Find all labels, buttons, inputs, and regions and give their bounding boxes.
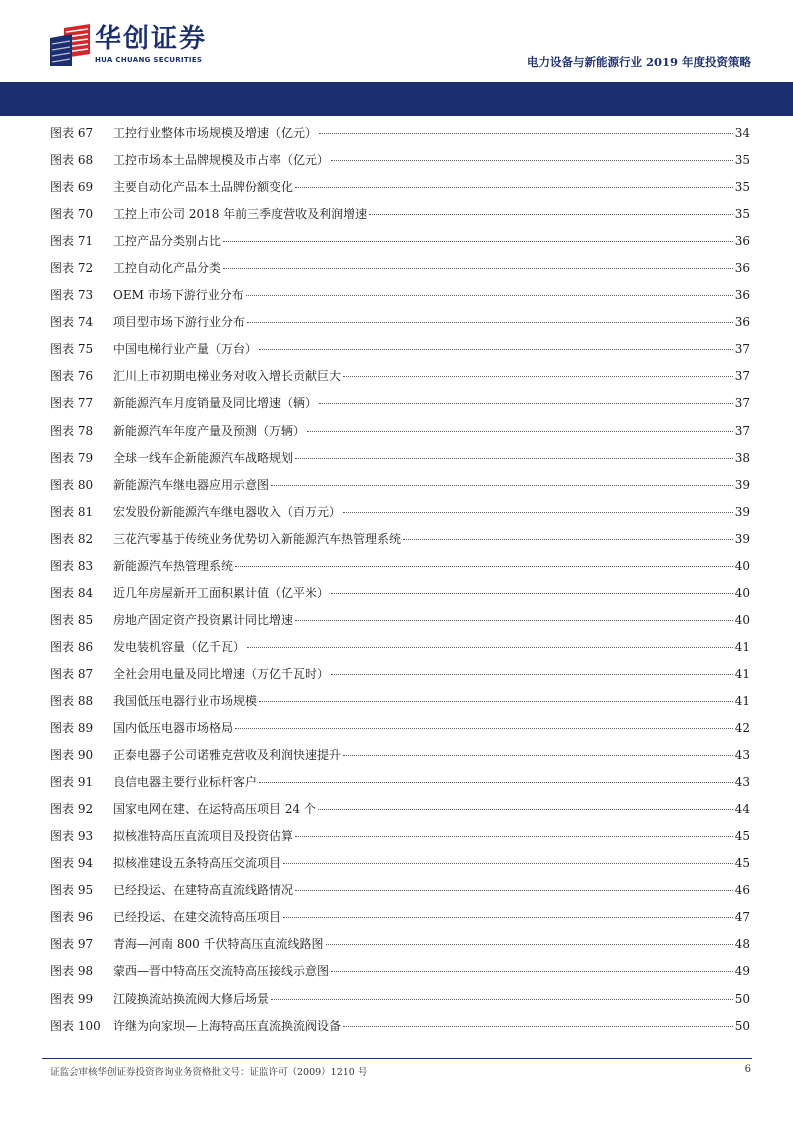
toc-leader-dots (259, 701, 733, 702)
toc-entry[interactable] (50, 394, 750, 421)
toc-leader-dots (259, 782, 733, 783)
toc-entry-title: 工控市场本土品牌规模及市占率（亿元） (113, 153, 330, 168)
toc-entry-page: 47 (734, 910, 750, 925)
toc-entry-title: 宏发股份新能源汽车继电器收入（百万元） (113, 504, 342, 519)
toc-entry-label: 图表 100 (50, 1018, 101, 1033)
toc-entry-title: 汇川上市初期电梯业务对收入增长贡献巨大 (113, 369, 342, 384)
toc-entry-label: 图表 70 (50, 207, 94, 222)
toc-entry-label: 图表 96 (50, 910, 94, 925)
toc-entry-title: 江陵换流站换流阀大修后场景 (113, 991, 270, 1006)
toc-leader-dots (326, 944, 733, 945)
toc-entry-page: 40 (734, 585, 750, 600)
toc-entry-title: 已经投运、在建特高直流线路情况 (113, 883, 294, 898)
toc-entry[interactable] (50, 881, 750, 908)
toc-leader-dots (271, 999, 733, 1000)
toc-entry[interactable] (50, 962, 750, 989)
toc-entry-page: 45 (734, 829, 750, 844)
toc-leader-dots (318, 809, 733, 810)
toc-entry-title: 国家电网在建、在运特高压项目 24 个 (113, 802, 316, 817)
toc-entry-title: 正泰电器子公司诺雅克营收及利润快速提升 (113, 748, 342, 763)
toc-entry[interactable] (50, 259, 750, 286)
toc-entry[interactable] (50, 557, 750, 584)
toc-entry[interactable] (50, 449, 750, 476)
toc-leader-dots (307, 431, 733, 432)
toc-entry-label: 图表 84 (50, 585, 94, 600)
toc-entry-title: 项目型市场下游行业分布 (113, 315, 246, 330)
toc-entry-title: 我国低压电器行业市场规模 (113, 693, 258, 708)
footer-divider (42, 1058, 752, 1059)
toc-entry[interactable] (50, 367, 750, 394)
toc-entry-title: 国内低压电器市场格局 (113, 721, 234, 736)
toc-entry-label: 图表 76 (50, 369, 94, 384)
toc-entry-title: 拟核准特高压直流项目及投资估算 (113, 829, 294, 844)
toc-entry-label: 图表 73 (50, 288, 94, 303)
toc-entry-label: 图表 83 (50, 558, 94, 573)
toc-entry[interactable] (50, 286, 750, 313)
toc-entry[interactable] (50, 746, 750, 773)
toc-entry[interactable] (50, 476, 750, 503)
toc-leader-dots (223, 268, 733, 269)
toc-entry-page: 38 (734, 450, 750, 465)
toc-entry-page: 36 (734, 315, 750, 330)
toc-entry-page: 40 (734, 558, 750, 573)
toc-leader-dots (235, 566, 733, 567)
toc-entry-page: 49 (734, 964, 750, 979)
toc-entry-page: 42 (734, 721, 750, 736)
toc-leader-dots (295, 836, 733, 837)
toc-entry-title: 蒙西—晋中特高压交流特高压接线示意图 (113, 964, 330, 979)
toc-entry[interactable] (50, 935, 750, 962)
toc-entry-label: 图表 89 (50, 721, 94, 736)
toc-entry-label: 图表 71 (50, 234, 94, 249)
toc-entry-page: 37 (734, 342, 750, 357)
toc-entry-page: 43 (734, 775, 750, 790)
toc-entry-title: 房地产固定资产投资累计同比增速 (113, 612, 294, 627)
toc-entry-page: 41 (734, 666, 750, 681)
toc-entry-title: 新能源汽车热管理系统 (113, 558, 234, 573)
toc-entry[interactable] (50, 990, 750, 1017)
toc-leader-dots (247, 322, 733, 323)
toc-entry[interactable] (50, 692, 750, 719)
toc-entry[interactable] (50, 611, 750, 638)
toc-leader-dots (331, 971, 733, 972)
toc-entry-label: 图表 90 (50, 748, 94, 763)
toc-entry-label: 图表 91 (50, 775, 94, 790)
toc-entry-label: 图表 85 (50, 612, 94, 627)
toc-entry-page: 36 (734, 261, 750, 276)
toc-entry[interactable] (50, 638, 750, 665)
toc-entry-title: 工控产品分类别占比 (113, 234, 222, 249)
toc-entry-label: 图表 82 (50, 531, 94, 546)
toc-entry-page: 35 (734, 153, 750, 168)
toc-entry[interactable] (50, 773, 750, 800)
toc-entry[interactable] (50, 503, 750, 530)
toc-entry[interactable] (50, 422, 750, 449)
toc-entry-label: 图表 92 (50, 802, 94, 817)
toc-leader-dots (331, 674, 733, 675)
toc-entry-page: 35 (734, 180, 750, 195)
toc-leader-dots (403, 539, 733, 540)
toc-entry-page: 40 (734, 612, 750, 627)
toc-entry-title: 主要自动化产品本土品牌份额变化 (113, 180, 294, 195)
toc-entry-title: 良信电器主要行业标杆客户 (113, 775, 258, 790)
toc-entry-title: 三花汽零基于传统业务优势切入新能源汽车热管理系统 (113, 531, 402, 546)
toc-entry[interactable] (50, 530, 750, 557)
toc-entry-label: 图表 93 (50, 829, 94, 844)
toc-entry[interactable] (50, 854, 750, 881)
toc-leader-dots (295, 620, 733, 621)
toc-entry-label: 图表 86 (50, 639, 94, 654)
toc-entry[interactable] (50, 151, 750, 178)
toc-entry-page: 46 (734, 883, 750, 898)
toc-entry[interactable] (50, 908, 750, 935)
figure-list (50, 124, 750, 1044)
toc-entry-page: 36 (734, 234, 750, 249)
toc-entry-title: 工控自动化产品分类 (113, 261, 222, 276)
toc-entry-page: 37 (734, 369, 750, 384)
toc-entry-label: 图表 68 (50, 153, 94, 168)
toc-entry-label: 图表 94 (50, 856, 94, 871)
toc-leader-dots (295, 187, 733, 188)
toc-entry-label: 图表 78 (50, 423, 94, 438)
toc-entry-page: 39 (734, 504, 750, 519)
toc-entry[interactable] (50, 800, 750, 827)
toc-entry[interactable] (50, 827, 750, 854)
toc-leader-dots (343, 376, 733, 377)
toc-entry-title: 中国电梯行业产量（万台） (113, 342, 258, 357)
toc-entry[interactable] (50, 1017, 750, 1044)
toc-entry-title: 已经投运、在建交流特高压项目 (113, 910, 282, 925)
toc-entry-page: 36 (734, 288, 750, 303)
toc-leader-dots (259, 349, 733, 350)
toc-entry-label: 图表 81 (50, 504, 94, 519)
toc-entry-page: 50 (734, 991, 750, 1006)
toc-entry-title: 新能源汽车年度产量及预测（万辆） (113, 423, 306, 438)
toc-entry[interactable] (50, 665, 750, 692)
toc-entry-page: 34 (734, 126, 750, 140)
toc-entry-title: OEM 市场下游行业分布 (113, 288, 244, 303)
toc-entry-title: 全社会用电量及同比增速（万亿千瓦时） (113, 666, 330, 681)
toc-entry-page: 39 (734, 531, 750, 546)
toc-leader-dots (331, 593, 733, 594)
toc-entry-page: 43 (734, 748, 750, 763)
toc-entry-title: 工控行业整体市场规模及增速（亿元） (113, 126, 318, 140)
brand-name-en: HUA CHUANG SECURITIES (95, 56, 203, 64)
toc-entry[interactable] (50, 124, 750, 151)
toc-entry-label: 图表 77 (50, 396, 94, 411)
page-number: 6 (744, 1064, 751, 1075)
toc-leader-dots (343, 512, 733, 513)
toc-entry-label: 图表 80 (50, 477, 94, 492)
toc-entry[interactable] (50, 232, 750, 259)
toc-entry-page: 50 (734, 1018, 750, 1033)
toc-entry-label: 图表 88 (50, 693, 94, 708)
toc-leader-dots (319, 403, 733, 404)
toc-entry[interactable] (50, 584, 750, 611)
toc-entry-page: 41 (734, 693, 750, 708)
toc-entry-label: 图表 67 (50, 126, 94, 140)
toc-leader-dots (369, 214, 733, 215)
toc-entry-label: 图表 99 (50, 991, 94, 1006)
toc-leader-dots (283, 863, 733, 864)
toc-entry-label: 图表 87 (50, 666, 94, 681)
toc-leader-dots (235, 728, 733, 729)
toc-entry-label: 图表 98 (50, 964, 94, 979)
toc-entry-title: 许继为向家坝—上海特高压直流换流阀设备 (113, 1018, 342, 1033)
toc-entry-label: 图表 79 (50, 450, 94, 465)
toc-leader-dots (343, 755, 733, 756)
toc-entry-page: 41 (734, 639, 750, 654)
toc-entry[interactable] (50, 178, 750, 205)
huachuang-logo-icon (50, 24, 90, 66)
toc-entry[interactable] (50, 719, 750, 746)
toc-leader-dots (271, 485, 733, 486)
toc-leader-dots (223, 241, 733, 242)
toc-entry-page: 37 (734, 423, 750, 438)
toc-entry-page: 45 (734, 856, 750, 871)
toc-leader-dots (295, 890, 733, 891)
page-header (0, 0, 793, 80)
toc-leader-dots (319, 133, 733, 134)
toc-entry-title: 新能源汽车月度销量及同比增速（辆） (113, 396, 318, 411)
toc-leader-dots (331, 160, 733, 161)
toc-entry-label: 图表 75 (50, 342, 94, 357)
toc-leader-dots (295, 458, 733, 459)
toc-entry-label: 图表 69 (50, 180, 94, 195)
header-band (0, 82, 793, 116)
toc-leader-dots (343, 1026, 733, 1027)
toc-leader-dots (246, 295, 733, 296)
toc-entry-page: 35 (734, 207, 750, 222)
toc-entry-title: 全球一线车企新能源汽车战略规划 (113, 450, 294, 465)
toc-entry-title: 工控上市公司 2018 年前三季度营收及利润增速 (113, 207, 368, 222)
toc-entry-page: 39 (734, 477, 750, 492)
brand-name-cn: 华创证券 (95, 24, 208, 54)
toc-entry[interactable] (50, 340, 750, 367)
toc-entry-page: 48 (734, 937, 750, 952)
toc-entry[interactable] (50, 313, 750, 340)
toc-leader-dots (247, 647, 733, 648)
toc-entry-page: 37 (734, 396, 750, 411)
toc-entry-label: 图表 72 (50, 261, 94, 276)
toc-entry-title: 新能源汽车继电器应用示意图 (113, 477, 270, 492)
footer-disclaimer: 证监会审核华创证券投资咨询业务资格批文号：证监许可（2009）1210 号 (50, 1067, 368, 1078)
toc-entry-label: 图表 95 (50, 883, 94, 898)
toc-entry-title: 发电装机容量（亿千瓦） (113, 639, 246, 654)
toc-entry-label: 图表 74 (50, 315, 94, 330)
toc-entry-page: 44 (734, 802, 750, 817)
toc-entry[interactable] (50, 205, 750, 232)
toc-leader-dots (283, 917, 733, 918)
toc-entry-title: 青海—河南 800 千伏特高压直流线路图 (113, 937, 324, 952)
report-title: 电力设备与新能源行业 2019 年度投资策略 (526, 55, 751, 69)
toc-entry-label: 图表 97 (50, 937, 94, 952)
toc-entry-title: 近几年房屋新开工面积累计值（亿平米） (113, 585, 330, 600)
toc-entry-title: 拟核准建设五条特高压交流项目 (113, 856, 282, 871)
